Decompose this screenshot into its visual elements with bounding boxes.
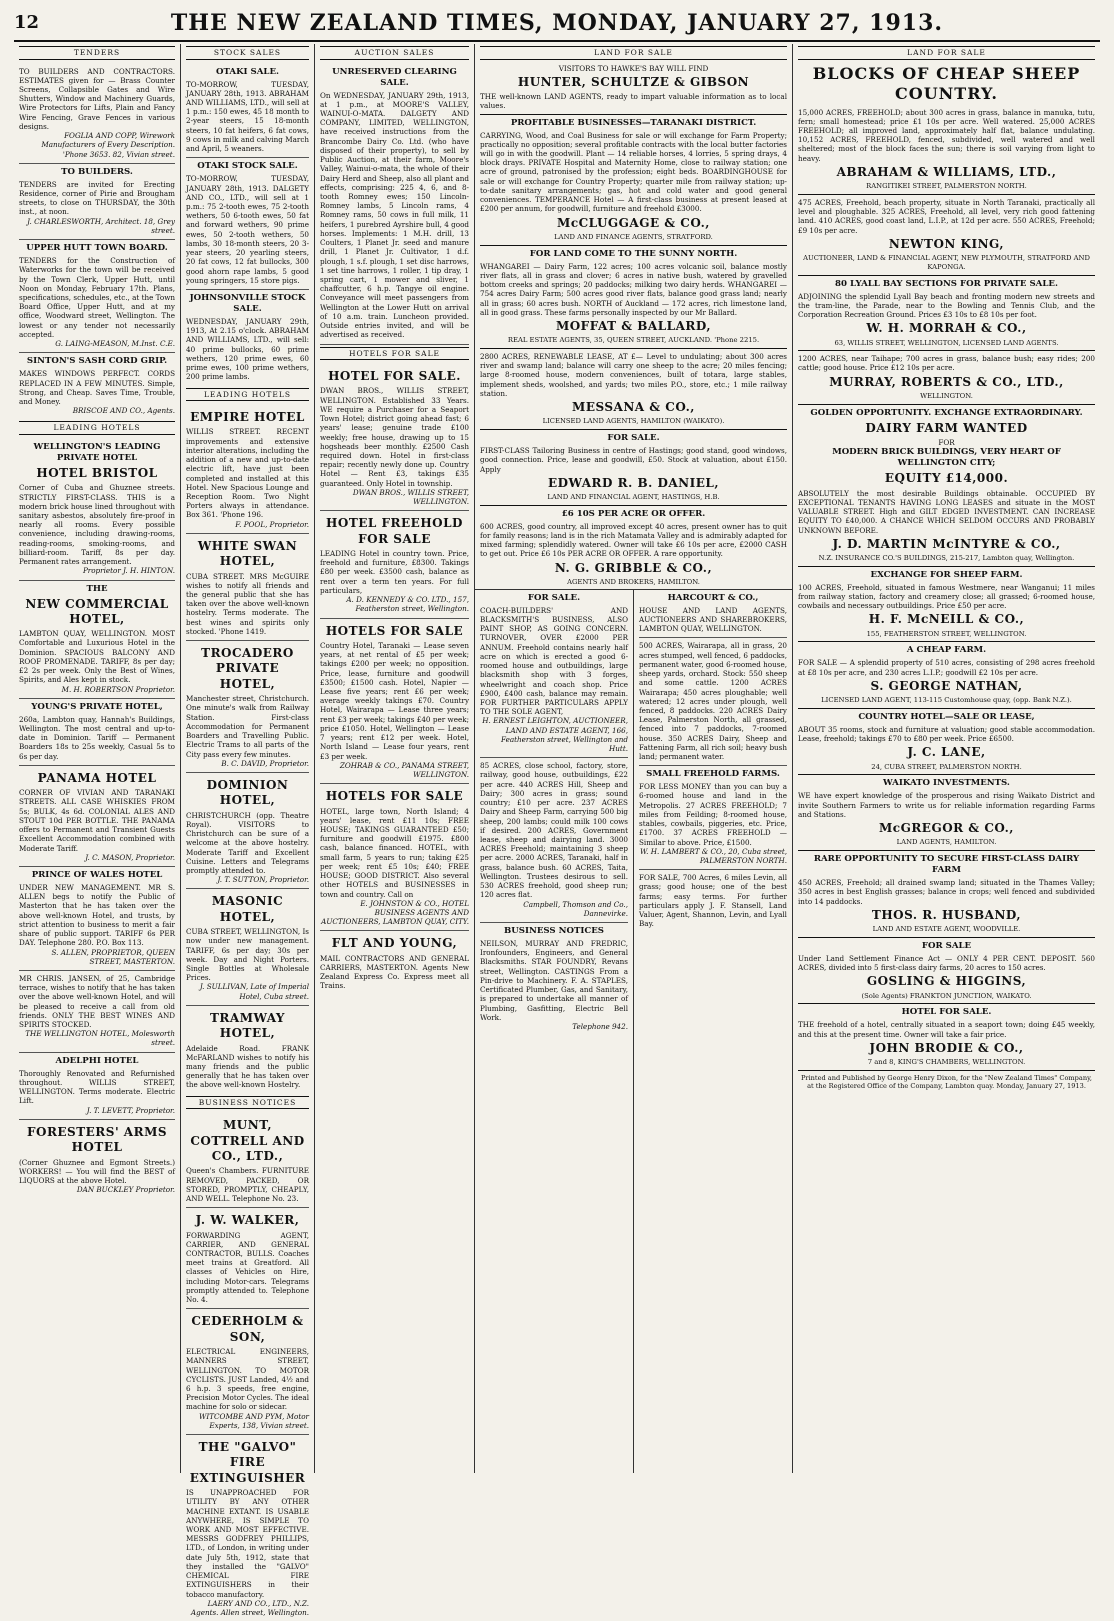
dairy-for: FOR: [938, 438, 955, 448]
ad-signature: Telephone 942.: [572, 1021, 628, 1031]
advertisement: [186, 889, 309, 1005]
ad-signature: J. CHARLESWORTH, Architect. 18, Grey street.: [27, 216, 175, 235]
advertisement: [480, 758, 628, 923]
advertisement: [19, 1120, 175, 1199]
advertisement: [19, 64, 175, 164]
mcgregor-title: McGREGOR & CO.,: [879, 821, 1014, 836]
ad-body: Thoroughly Renovated and Refurnished throughout. WILLIS STREET, WELLINGTON. Terms moderate. Electric Lift.: [19, 1068, 175, 1106]
advertisement: [19, 1053, 175, 1120]
equity-line: EQUITY £14,000.: [884, 471, 1009, 486]
mcgregor-sub: LAND AGENTS, HAMILTON.: [896, 838, 997, 847]
ad-title: EMPIRE HOTEL: [190, 410, 305, 425]
ad-title: TRAMWAY HOTEL,: [210, 1010, 285, 1041]
forsale-heading: FOR SALE: [921, 940, 972, 951]
advertisement: [19, 164, 175, 240]
ad-title: FLT AND YOUNG,: [331, 936, 458, 951]
masthead: [14, 6, 1100, 42]
ad-title: DOMINION HOTEL,: [206, 777, 289, 808]
ad-signature: ZOHRAB & CO., PANAMA STREET, WELLINGTON.: [339, 760, 469, 779]
ad-heading: PRINCE OF WALES HOTEL: [31, 869, 163, 880]
advertisement: [186, 1006, 309, 1094]
ad-title: TROCADERO PRIVATE HOTEL,: [201, 646, 294, 691]
ad-body: CUBA STREET. MRS McGUIRE wishes to notify all friends and the general public that she has taken over the above well-known hostelry. Terms moderate. The best wines and spirits only stocked. 'Phone 1419.: [186, 571, 309, 636]
ad-title: HOTEL FOR SALE.: [328, 369, 461, 384]
abraham-title: ABRAHAM & WILLIAMS, LTD.,: [836, 164, 1057, 179]
advertisement: [320, 619, 469, 785]
ad-signature: M. H. ROBERTSON Proprietor.: [61, 684, 175, 694]
section-header-leading-hotels-2: LEADING HOTELS: [186, 388, 309, 402]
daniel-title: EDWARD R. B. DANIEL,: [547, 475, 719, 490]
advertisement: [639, 766, 787, 870]
ad-heading: JOHNSONVILLE STOCK SALE.: [189, 292, 306, 314]
ad-body: ELECTRICAL ENGINEERS, MANNERS STREET, WELLINGTON. TO MOTOR CYCLISTS. JUST Landed, 4½ and 6 h.p. 3 speeds, free engine, Precision Motor Cycles. The ideal machine for solo or sidecar.: [186, 1347, 309, 1412]
moffat-title: MOFFAT & BALLARD,: [555, 318, 712, 333]
morrah-title: W. H. MORRAH & CO.,: [866, 321, 1027, 336]
ad-body: MAIL CONTRACTORS AND GENERAL CARRIERS, MASTERTON. Agents New Zealand Express Co. Express meet all Trains.: [320, 953, 469, 991]
ad-body: TENDERS are invited for Erecting Residence, corner of Pirie and Brougham streets, to close on THURSDAY, the 30th inst., at noon.: [19, 179, 175, 217]
mcneill-title: H. F. McNEILL & CO.,: [868, 612, 1025, 627]
column-land-for-sale-2: [793, 44, 1100, 1473]
ad-signature: Campbell, Thomson and Co., Dannevirke.: [523, 899, 628, 918]
ad-signature: LAERY AND CO., LTD., N.Z. Agents. Allen street, Wellington.: [190, 1598, 309, 1617]
ad-heading: THE: [86, 583, 108, 594]
ad-heading: OTAKI SALE.: [215, 66, 280, 77]
dairy-body: ABSOLUTELY the most desirable Buildings obtainable. OCCUPIED BY EXCEPTIONAL TENANTS HAVING LONG LEASES and situate in the MOST VALUABLE STREET. High and GILT EDGED INVESTMENT. CAN INCREASE EQUITY TO £40,000. A CHANCE WHICH SELDOM OCCURS AND PROBABLY UNKNOWN BEFORE.: [798, 488, 1095, 535]
column-tenders-hotels: [14, 44, 181, 1473]
column-stock-sales: [181, 44, 315, 1617]
blocks-body: 15,000 ACRES, FREEHOLD; about 300 acres in grass, balance in manuka, tutu, fern; small homestead; price £1 10s per acre. Well watered. 25,000 ACRES FREEHOLD; all improved land, approximately half flat, balance undulating. 10,152 ACRES, FREEHOLD, fenced, subdivided, well watered and well sheltered; most of the block faces the sun; there is soil varying from light to heavy.: [798, 107, 1095, 163]
advertisement: [19, 240, 175, 353]
martin-sub: N.Z. INSURANCE CO.'S BUILDINGS, 215-217, Lambton quay, Wellington.: [818, 554, 1075, 563]
land-left-subcolumn: [475, 590, 634, 1473]
country-heading: COUNTRY HOTEL—SALE OR LEASE,: [858, 711, 1035, 722]
page-number: 12: [14, 12, 40, 33]
exchange-body: 100 ACRES, Freehold, situated in famous Westmere, near Wanganui; 11 miles from railway station, factory and creamery close; all grassed; 6-roomed house, cowbails and necessary outbuildings. Price £50 per acre.: [798, 582, 1095, 611]
ad-signature: J. T. LEVETT, Proprietor.: [86, 1105, 175, 1115]
section-header-leading-hotels: LEADING HOTELS: [19, 421, 175, 435]
ad-heading: SINTON'S SASH CORD GRIP.: [26, 356, 168, 367]
ad-body: MAKES WINDOWS PERFECT. CORDS REPLACED IN A FEW MINUTES. Simple, Strong, and Cheap. Saves Time, Trouble, and Money.: [19, 369, 175, 406]
ad-body: Queen's Chambers. FURNITURE REMOVED, PACKED, OR STORED, PROMPTLY, CHEAPLY, AND WELL. Telephone No. 23.: [186, 1166, 309, 1204]
auction-heading: UNRESERVED CLEARING SALE.: [332, 66, 457, 88]
ad-heading: FOR SALE.: [527, 592, 581, 603]
advertisement: [19, 971, 175, 1053]
offer-heading: £6 10S PER ACRE OR OFFER.: [561, 508, 706, 519]
advertisement: [639, 870, 787, 932]
advertisement: [19, 439, 175, 581]
ad-body: Manchester street, Christchurch. One minute's walk from Railway Station. First-class Accommodation for Permanent Boarders and Travelling Public. Electric Trams to all parts of the City pass every few minutes.: [186, 694, 309, 759]
ad-body: Corner of Cuba and Ghuznee streets. STRICTLY FIRST-CLASS. THIS is a modern brick house lined throughout with sanitary asbestos, absolutely fire-proof in nearly all rooms. Every possible convenience, including drawing-rooms, reading-rooms, smoking-rooms, and billiard-room. Tariff, 8s per day. Permanent rates arrangement.: [19, 483, 175, 567]
lane-title: J. C. LANE,: [907, 745, 986, 760]
advertisement: [186, 1208, 309, 1309]
ad-signature: F. POOL, Proprietor.: [235, 519, 309, 529]
brodie-title: JOHN BRODIE & CO.,: [869, 1040, 1024, 1055]
advertisement: [19, 581, 175, 699]
advertisement: [186, 773, 309, 889]
husband-sub: LAND AND ESTATE AGENT, WOODVILLE.: [872, 925, 1021, 934]
newton-sub: AUCTIONEER, LAND & FINANCIAL AGENT, NEW PLYMOUTH, STRATFORD AND KAPONGA.: [803, 254, 1090, 271]
husband-title: THOS. R. HUSBAND,: [871, 907, 1022, 922]
advertisement: [19, 353, 175, 419]
nathan-title: S. GEORGE NATHAN,: [870, 678, 1023, 693]
section-header-land-for-sale-2: LAND FOR SALE: [798, 46, 1095, 60]
ad-signature: S. ALLEN, PROPRIETOR, QUEEN STREET, MASTERTON.: [51, 947, 175, 966]
hunter-body: THE well-known LAND AGENTS, ready to impart valuable information as to local values.: [480, 92, 787, 111]
morrah-sub: 63, WILLIS STREET, WELLINGTON, LICENSED LAND AGENTS.: [834, 338, 1059, 347]
section-header-auction-sales: AUCTION SALES: [320, 46, 469, 60]
waikato-heading: WAIKATO INVESTMENTS.: [883, 778, 1010, 789]
advertisement: [19, 867, 175, 971]
advertisement: [186, 1309, 309, 1435]
ad-body: WILLIS STREET. RECENT improvements and extensive interior alterations, including the addition of a new and up-to-date electric lift, have just been completed and installed at this Hotel. New Spacious Lounge and Reception Room. Two Night Porters always in attendance. Box 361. 'Phone 196.: [186, 427, 309, 520]
cheap-body: FOR SALE — A splendid property of 510 acres, consisting of 298 acres freehold at £8 10s per acre, and 230 acres L.I.P.; goodwill £2 10s per acre.: [798, 658, 1095, 677]
taranaki-heading: PROFITABLE BUSINESSES—TARANAKI DISTRICT.: [510, 117, 757, 128]
advertisement: [320, 931, 469, 994]
ad-body: FOR LESS MONEY than you can buy a 6-roomed house and land in the Metropolis. 27 ACRES FREEHOLD; 7 miles from Feilding; 8-roomed house, stables, cowbails, piggeries, etc. Price, £1700. 37 ACRES FREEHOLD — Similar to above. Price, £1500.: [639, 782, 787, 847]
gosling-sub: (Sole Agents) FRANKTON JUNCTION, WAIKATO.: [861, 991, 1032, 1000]
ad-title: MUNT, COTTRELL AND CO., LTD.,: [190, 1118, 305, 1163]
country-body: ABOUT 35 rooms, stock and furniture at valuation; good stable accommodation. Lease, freehold; takings £70 to £80 per week. Price £6500.: [798, 724, 1095, 744]
column-auction-sales: [315, 44, 475, 1473]
section-header-land-for-sale: LAND FOR SALE: [480, 46, 787, 60]
moffat-sub: REAL ESTATE AGENTS, 35, QUEEN STREET, AUCKLAND. 'Phone 2215.: [507, 336, 760, 345]
newspaper-title: THE NEW ZEALAND TIMES, MONDAY, JANUARY 27, 1913.: [170, 10, 944, 36]
rare-body: 450 ACRES, Freehold; all drained swamp land; situated in the Thames Valley; 350 acres in best English grasses; balance in crops; well fenced and subdivided into 14 paddocks.: [798, 878, 1095, 906]
cheap-heading: A CHEAP FARM.: [906, 645, 987, 656]
advertisement: [186, 534, 309, 641]
ad-heading: ADELPHI HOTEL: [55, 1055, 139, 1066]
daniel-sub: LAND AND FINANCIAL AGENT, HASTINGS, H.B.: [547, 493, 720, 502]
ad-signature: BRISCOE AND CO., Agents.: [72, 406, 175, 416]
lane-sub: 24, CUBA STREET, PALMERSTON NORTH.: [871, 762, 1022, 771]
murray-body: 1200 ACRES, near Taihape; 700 acres in grass, balance bush; easy rides; 200 cattle; good house. Price £12 10s per acre.: [798, 354, 1095, 373]
ad-heading: WELLINGTON'S LEADING PRIVATE HOTEL: [33, 441, 161, 463]
visitors-line: VISITORS TO HAWKE'S BAY WILL FIND: [558, 63, 709, 73]
ad-body: WEDNESDAY, JANUARY 29th, 1913, At 2.15 o'clock. ABRAHAM AND WILLIAMS, LTD., will sell: 40 prime bullocks, 60 prime wethers, 120 prime ewes, 60 prime ewes, 100 prime wethers, 200 prime lambs.: [186, 316, 309, 382]
ad-body: CORNER OF VIVIAN AND TARANAKI STREETS. ALL CASE WHISKIES FROM 5s; BULK, 4s 6d. COLONIAL ALES AND STOUT 10d PER BOTTLE. THE PANAMA offers to Permanent and Transient Guests Excellent Accommodation combined with Moderate Tariff.: [19, 788, 175, 853]
ad-body: NEILSON, MURRAY AND FREDRIC, Ironfounders, Engineers, and General Blacksmiths. STAR FOUNDRY, Revans street, Wellington. CASTINGS From a Pin-drive to Machinery. F. A. STAPLES, Certificated Plumber, Gas, and Sanitary, is prepared to undertake all manner of Plumbing, Gasfitting, Electric Bell Work.: [480, 938, 628, 1022]
advertisement: [639, 638, 787, 766]
modern-brick: MODERN BRICK BUILDINGS, VERY HEART OF WELLINGTON CITY;: [832, 447, 1061, 469]
ad-signature: THE WELLINGTON HOTEL, Molesworth street.: [25, 1029, 175, 1048]
messana-title: MESSANA & CO.,: [572, 400, 695, 415]
auction-ad: [320, 64, 469, 345]
forsale-body: Under Land Settlement Finance Act — ONLY 4 PER CENT. DEPOSIT. 560 ACRES, divided into 5 first-class dairy farms, 20 acres to 150 acres.: [798, 953, 1095, 973]
ad-body: (Corner Ghuznee and Egmont Streets.) WORKERS! — You will find the BEST of LIQUORS at the above Hotel.: [19, 1157, 175, 1185]
advertisement: [186, 1113, 309, 1208]
ad-body: COACH-BUILDERS' AND BLACKSMITH'S BUSINESS, ALSO PAINT SHOP, AS GOING CONCERN. TURNOVER, OVER £2000 PER ANNUM. Freehold contains nearly half acre on which is erected a good 6-roomed house and outbuildings, large blacksmith shop with 3 forges, wheelwright and coach shop. Price £900, £400 cash, balance may remain. FOR FURTHER PARTICULARS APPLY TO THE SOLE AGENT,: [480, 605, 628, 717]
ad-signature: B. C. DAVID, Proprietor.: [221, 758, 309, 768]
abraham-sub: RANGITIKEI STREET, PALMERSTON NORTH.: [866, 182, 1027, 191]
ad-title: WHITE SWAN HOTEL,: [197, 538, 298, 569]
ad-signature: G. LAING-MEASON, M.Inst. C.E.: [55, 339, 175, 349]
ad-title: CEDERHOLM & SON,: [191, 1314, 304, 1344]
ad-heading: SMALL FREEHOLD FARMS.: [646, 769, 780, 780]
ad-body: TO-MORROW, TUESDAY, JANUARY 28th, 1913. ABRAHAM AND WILLIAMS, LTD., will sell at 1 p.m.: 150 ewes, 45 18 month to 2-year steers, 15 18-month steers, 10 fat heifers, 6 fat cows, 9 cows in milk and calving March and April, 5 weaners.: [186, 79, 309, 154]
column-land-for-sale: [475, 44, 793, 1473]
ad-signature: FOGLIA AND COPP, Wirework Manufacturers of Every Description. 'Phone 3653. 82, Vivian street.: [41, 131, 175, 159]
ad-body: 260a, Lambton quay, Hannah's Buildings, Wellington. The most central and up-to-date in Dominion. Tariff — Permanent Boarders 18s to 25s weekly, Casual 5s to 6s per day.: [19, 714, 175, 761]
ad-signature: A. D. KENNEDY & CO. LTD., 157, Featherston street, Wellington.: [346, 595, 469, 614]
ad-heading: TO BUILDERS.: [61, 166, 133, 177]
exchange-heading: EXCHANGE FOR SHEEP FARM.: [870, 569, 1023, 580]
ad-title: FORESTERS' ARMS HOTEL: [26, 1124, 168, 1155]
ad-body: HOUSE AND LAND AGENTS, AUCTIONEERS AND SHAREBROKERS, LAMBTON QUAY, WELLINGTON.: [639, 605, 787, 634]
section-header-tenders: TENDERS: [19, 46, 175, 60]
advertisement: [19, 699, 175, 766]
ad-title: HOTELS FOR SALE: [325, 623, 464, 638]
page-columns: [14, 44, 1100, 1617]
auction-body: On WEDNESDAY, JANUARY 29th, 1913, at 1 p.m., at MOORE'S VALLEY, WAINUI-O-MATA. DALGETY AND COMPANY, LIMITED, WELLINGTON, have received instructions from the Brancombe Dairy Co. Ltd. (who have disposed of their property), to sell by Public Auction, at their farm, Moore's Valley, Wainui-o-mata, the whole of their Dairy Herd and Sheep, also all plant and effects, comprising: 225 4, 6, and 8-tooth Romney ewes; 150 Lincoln-Romney lambs, 5 Lincoln rams, 4 Romney rams, 50 cows in full milk, 11 heifers, 1 purebred Ayrshire bull, 4 good horses. Implements: 1 M.H. drill, 13 Coulters, 1 Planet Jr. seed and manure drill, 1 Planet Jr. Cultivator, 1 d.f. plough, 1 s.f. plough, 1 set disc harrows, 1 set tine harrows, 1 roller, 1 tip dray, 1 spring cart, 1 mower and sliver, 1 chaffcutter, 6 h.p. Tangye oil engine. Conveyance will meet passengers from Wellington at the Lower Hutt on arrival of 10 a.m. train. Luncheon provided. Outside entries invited, and will be advertised as received.: [320, 90, 469, 340]
ad-title: HOTEL FREEHOLD FOR SALE: [326, 516, 463, 546]
blocks-title: BLOCKS OF CHEAP SHEEP COUNTRY.: [812, 63, 1081, 104]
printer-imprint: Printed and Published by George Henry Dixon, for the "New Zealand Times" Company, at the Registered Office of the Company, Lambton quay. Monday, January 27, 1913.: [800, 1073, 1093, 1091]
ad-signature: DAN BUCKLEY Proprietor.: [76, 1185, 175, 1195]
daniel-heading: FOR SALE.: [607, 433, 660, 444]
gribble-sub: AGENTS AND BROKERS, HAMILTON.: [567, 578, 700, 587]
waikato-body: WE have expert knowledge of the prosperous and rising Waikato District and invite Southern Farmers to write us for reliable information regarding Farms and Stations.: [798, 791, 1095, 819]
ad-title: MASONIC HOTEL,: [211, 894, 284, 924]
ad-body: MR CHRIS. JANSEN, of 25, Cambridge terrace, wishes to notify that he has taken over the above well-known Hotel, and will be pleased to receive a call from old friends. ONLY THE BEST WINES AND SPIRITS STOCKED.: [19, 973, 175, 1030]
mcluggage-sub: LAND AND FINANCE AGENTS, STRATFORD.: [554, 232, 713, 241]
ad-body: Adelaide Road. FRANK McFARLAND wishes to notify his many friends and the public generally that he has taken over the above well-known Hostelry.: [186, 1043, 309, 1090]
ad-body: Country Hotel, Taranaki — Lease seven years, at net rental of £5 per week; takings £200 per week; no opposition. Price, lease, furniture and goodwill £3500; £1500 cash. Hotel, Napier — Lease five years; rent £6 per week; average weekly takings £70. Country Hotel, Wairarapa — Lease three years; rent £3 per week; takings £40 per week; price £1050. Hotel, Wellington — Lease 7 years; rent £12 per week. Hotel, North Island — Lease four years, rent £3 per week.: [320, 640, 469, 761]
sunny-body: WHANGAREI — Dairy Farm, 122 acres; 100 acres volcanic soil, balance mostly river flats, all in grass and clover; 6 acres in native bush, watered by gravelled bottom creeks and springs; 20 paddocks; milking two dairy herds. WHANGAREI — 754 acres Dairy Farm; 500 acres good river flats, balance good grass land; nearly all in grass; 60 acres bush. NORTH of Auckland — 172 acres, rich limestone land, all in good grass. These farms personally inspected by our Mr Ballard.: [480, 261, 787, 317]
hotel-sale-heading: HOTEL FOR SALE.: [901, 1007, 992, 1018]
advertisement: [19, 766, 175, 867]
ad-body: TO BUILDERS AND CONTRACTORS. ESTIMATES given for — Brass Counter Screens, Collapsible Gates and Wire Shutters, Window and Machinery Guards, Wire Protectors for Lifts, Plain and Fancy Wire Fencing, Grave Fences in various designs.: [19, 66, 175, 131]
offer-body: 600 ACRES, good country, all improved except 40 acres, present owner has to quit for family reasons; land is in the rich Matamata Valley and is admirably adapted for mixed farming; splendidly watered. Owner will take £6 10s per acre, £2000 CASH to get out. Price £6 10s PER ACRE OR OFFER. A rare opportunity.: [480, 521, 787, 559]
ad-heading: HARCOURT & CO.,: [667, 592, 759, 603]
advertisement: [186, 290, 309, 386]
hotel-sale-body: THE freehold of a hotel, centrally situated in a seaport town; doing £45 weekly, and this at the present time. Owner will take a fair price.: [798, 1020, 1095, 1039]
brodie-sub: 7 and 8, KING'S CHAMBERS, WELLINGTON.: [867, 1058, 1026, 1067]
martin-title: J. D. MARTIN McINTYRE & CO.,: [832, 536, 1061, 551]
advertisement: [186, 405, 309, 534]
advertisement: [639, 590, 787, 639]
advertisement: [186, 158, 309, 290]
golden-heading: GOLDEN OPPORTUNITY. EXCHANGE EXTRAORDINARY.: [810, 407, 1083, 418]
gosling-title: GOSLING & HIGGINS,: [866, 974, 1027, 989]
ad-body: HOTEL, large town, North Island; 4 years' lease, rent £11 10s; FREE HOUSE; TAKINGS GUARANTEED £50; furniture and goodwill £1975. £800 cash, balance financed. HOTEL, with small farm, 5 years to run; taking £25 per week; rent £5 10s; £40; FREE HOUSE; GOOD DISTRICT. Also several other HOTELS and BUSINESSES in town and country. Call on: [320, 806, 469, 899]
section-header-business-notices: BUSINESS NOTICES: [186, 1096, 309, 1110]
ad-body: 500 ACRES, Wairarapa, all in grass, 20 acres stumped, well fenced, 6 paddocks, permanent water, good 6-roomed house, sheep yards, orchard. Stock: 550 sheep and some cattle. 1200 ACRES Wairarapa; 450 acres ploughable; well watered; 12 acres under plough, well fenced, 8 paddocks. 220 ACRES Dairy Lease, Palmerston North, all grassed, fenced into 7 paddocks, 7-roomed house. 350 ACRES Dairy, Sheep and Fattening Farm, all rich soil; heavy bush land; permanent water.: [639, 641, 787, 762]
ad-title: NEW COMMERCIAL HOTEL,: [25, 596, 169, 626]
ad-title: HOTEL BRISTOL: [36, 465, 158, 480]
advertisement: [320, 511, 469, 618]
ad-body: CUBA STREET, WELLINGTON, Is now under new management. TARIFF, 6s per day; 30s per week. Day and Night Porters. Single Bottles at Wholesale Prices.: [186, 927, 309, 983]
ad-signature: Proprietor J. H. HINTON.: [82, 566, 175, 576]
taranaki-body: CARRYING, Wood, and Coal Business for sale or will exchange for Farm Property; practically no opposition; several profitable contracts with the local butter factories will go in with the goodwill. Plant — 14 reliable horses, 4 lorries, 5 spring drays, 4 block drays. PRIVATE Hospital and Maternity Home, close to railway station; one acre of ground, patronised by the profession; eight beds. BOARDINGHOUSE for sale or will exchange for Country Property; quarter mile from railway station; up-to-date sanitary arrangements; gas, hot and cold water and good general conveniences. TEMPERANCE Hotel — A first-class business at present leased at £200 per annum, for goodwill, furniture and freehold £3000.: [480, 130, 787, 214]
hunter-title: HUNTER, SCHULTZE & GIBSON: [517, 74, 750, 89]
ad-signature: J. SULLIVAN, Late of Imperial Hotel, Cuba street.: [199, 982, 309, 1001]
daniel-body: FIRST-CLASS Tailoring Business in centre of Hastings; good stand, good windows, good connection. Price, lease and goodwill, £50. Stock at valuation, about £150. Apply: [480, 446, 787, 474]
advertisement: [480, 590, 628, 759]
murray-title: MURRAY, ROBERTS & CO., LTD.,: [829, 374, 1064, 389]
ad-title: THE "GALVO" FIRE EXTINGUISHER: [189, 1440, 306, 1485]
gribble-title: N. G. GRIBBLE & CO.,: [554, 560, 713, 575]
ad-body: LAMBTON QUAY, WELLINGTON. MOST Comfortable and Luxurious Hotel in the Dominion. SPACIOUS BALCONY AND ROOF PROMENADE. TARIFF, 8s per day; £2 2s per week. Only the Best of Wines, Spirits, and Ales kept in stock.: [19, 629, 175, 685]
ad-body: DWAN BROS., WILLIS STREET, WELLINGTON. Established 33 Years. WE require a Purchaser for a Seaport Town Hotel; district going ahead fast; 6 years' lease; genuine trade £100 weekly; free house, drawing up to 15 hogsheads beer monthly. £2500 Cash required down. Hotel in first-class repair; recently newly done up. Country Hotel — Rent £3, takings £35 guaranteed. Only Hotel in township.: [320, 386, 469, 488]
advertisement: [186, 1435, 309, 1621]
ad-body: IS UNAPPROACHED FOR UTILITY BY ANY OTHER MACHINE EXTANT. IS USABLE ANYWHERE, IS SIMPLE TO WORK AND MOST EFFECTIVE. MESSRS GODFREY PHILLIPS, LTD., of London, in writing under date July 5th, 1912, state that they installed the "GALVO" CHEMICAL FIRE EXTINGUISHERS in their tobacco manufactory.: [186, 1488, 309, 1599]
ad-title: PANAMA HOTEL: [37, 770, 157, 785]
ad-title: HOTELS FOR SALE: [325, 789, 464, 804]
messana-sub: LICENSED LAND AGENTS, HAMILTON (WAIKATO).: [542, 417, 725, 426]
ad-signature: H. ERNEST LEIGHTON, AUCTIONEER, LAND AND ESTATE AGENT, 166, Featherston street, Wellington and Hutt.: [482, 716, 628, 754]
ad-signature: J. T. SUTTON, Proprietor.: [217, 875, 309, 885]
ad-body: FORWARDING AGENT, CARRIER, AND GENERAL CONTRACTOR, BULLS. Coaches meet trains at Greatford. All classes of Vehicles on Hire, including Motor-cars. Telegrams promptly attended to. Telephone No. 4.: [186, 1230, 309, 1305]
advertisement: [320, 364, 469, 511]
advertisement: [186, 64, 309, 159]
ad-signature: E. JOHNSTON & CO., HOTEL BUSINESS AGENTS AND AUCTIONEERS, LAMBTON QUAY, CITY.: [321, 898, 469, 927]
ad-body: CHRISTCHURCH (opp. Theatre Royal). VISITORS to Christchurch can be sure of a welcome at the above hostelry. Moderate Tariff and Excellent Cuisine. Letters and Telegrams promptly attended to.: [186, 810, 309, 875]
ad-body: TENDERS for the Construction of Waterworks for the town will be received by the Town Clerk, Upper Hutt, until Noon on Monday, February 17th. Plans, specifications, schedules, etc., at the Town Board Office, Upper Hutt, and at my office, Woodward street, Wellington. The lowest or any tender not necessarily accepted.: [19, 256, 175, 339]
ad-heading: OTAKI STOCK SALE.: [197, 161, 298, 172]
ad-signature: WITCOMBE AND PYM, Motor Experts, 138, Vivian street.: [199, 1411, 309, 1430]
ad-body: TO-MORROW, TUESDAY, JANUARY 28th, 1913. DALGETY AND CO., LTD., will sell at 1 p.m.: 75 2-tooth ewes, 75 2-tooth wethers, 50 6-tooth ewes, 50 fat and forward wethers, 90 prime ewes, 50 2-tooth wethers, 50 lambs, 30 18-month steers, 20 3-year steers, 20 yearling steers, 20 fat cows, 12 fat bullocks, 300 good ahorn rape lambs, 5 good young springers, 15 store pigs.: [186, 174, 309, 285]
murray-sub: WELLINGTON.: [920, 392, 973, 400]
nathan-sub: LICENSED LAND AGENT, 113-115 Customhouse quay, (opp. Bank N.Z.).: [821, 696, 1072, 705]
ad-title: J. W. WALKER,: [195, 1213, 300, 1228]
ad-heading: BUSINESS NOTICES: [504, 925, 604, 936]
advertisement: [480, 923, 628, 1035]
lyall-heading: 80 LYALL BAY SECTIONS FOR PRIVATE SALE.: [835, 278, 1058, 289]
section-header-hotels-for-sale: HOTELS FOR SALE: [320, 347, 469, 361]
ad-signature: DWAN BROS., WILLIS STREET, WELLINGTON.: [352, 487, 469, 507]
land-right-subcolumn: [634, 590, 792, 1473]
messana-body: 2800 ACRES, RENEWABLE LEASE, AT £— Level to undulating; about 300 acres river and swamp land; balance will carry one sheep to the acre; 20 miles fencing; large 8-roomed house, modern conveniences, built of totara, large stables, implement sheds, woolshed, and yards; two miles P.O., store, etc.; 1 mile railway station.: [480, 351, 787, 398]
advertisement: [320, 784, 469, 931]
ad-heading: YOUNG'S PRIVATE HOTEL,: [31, 701, 163, 712]
rare-heading: RARE OPPORTUNITY TO SECURE FIRST-CLASS DAIRY FARM: [813, 854, 1080, 876]
ad-heading: UPPER HUTT TOWN BOARD.: [26, 243, 168, 254]
taranaki-farms-body: 475 ACRES, Freehold, beach property, situate in North Taranaki, practically all level and ploughable. 325 ACRES, Freehold, all level, very rich good fattening land. 410 ACRES, good coast land, L.I.P., at 12d per acre. 550 ACRES, Freehold; £9 10s per acre.: [798, 197, 1095, 235]
section-header-stock-sales: STOCK SALES: [186, 46, 309, 60]
mcneill-sub: 155, FEATHERSTON STREET, WELLINGTON.: [866, 629, 1027, 638]
sunny-heading: FOR LAND COME TO THE SUNNY NORTH.: [529, 248, 738, 259]
lyall-body: ADJOINING the splendid Lyall Bay beach and fronting modern new streets and the tram-line, the Parade, near to the Bowling and Tennis Club, and the Corporation Recreation Ground. Prices £3 10s to £8 10s per foot.: [798, 291, 1095, 319]
mcluggage-title: McCLUGGAGE & CO.,: [557, 215, 710, 230]
ad-body: LEADING Hotel in country town. Price, freehold and furniture, £8300. Takings £80 per week. £3500 cash, balance as rent over a term ten years. For full particulars,: [320, 549, 469, 595]
dairy-wanted: DAIRY FARM WANTED: [865, 420, 1028, 435]
ad-body: FOR SALE, 700 Acres, 6 miles Levin, all grass; good house; one of the best farms; easy terms. For further particulars apply J. F. Stansell, Land Valuer, Agent, Shannon, Levin, and Lyall Bay.: [639, 873, 787, 929]
ad-body: 85 ACRES, close school, factory, store, railway, good house, outbuildings, £22 per acre. 440 ACRES Hill, Sheep and Dairy; 300 acres in grass; sound country; £10 per acre. 237 ACRES Dairy and Sheep Farm, carrying 500 big sheep, 200 lambs; could milk 100 cows if desired. 200 ACRES, Government lease, sheep and dairying land. 3000 ACRES Freehold; maintaining 3 sheep per acre. 2000 ACRES, Taranaki, half in grass, balance bush. 60 ACRES, Taita, Wellington. Trustees desirous to sell. 530 ACRES freehold, good sheep run; 120 acres flat.: [480, 761, 628, 900]
newton-title: NEWTON KING,: [888, 236, 1005, 251]
ad-signature: J. C. MASON, Proprietor.: [85, 852, 175, 862]
ad-signature: W. H. LAMBERT & CO., 20, Cuba street, PALMERSTON NORTH.: [640, 846, 787, 865]
ad-body: UNDER NEW MANAGEMENT. MR S. ALLEN begs to notify the Public of Masterton that he has taken over the above well-known Hotel, and trusts, by strict attention to business to merit a fair share of public support. TARIFF 6s PER DAY. Telephone 280. P.O. Box 113.: [19, 882, 175, 948]
advertisement: [186, 641, 309, 773]
